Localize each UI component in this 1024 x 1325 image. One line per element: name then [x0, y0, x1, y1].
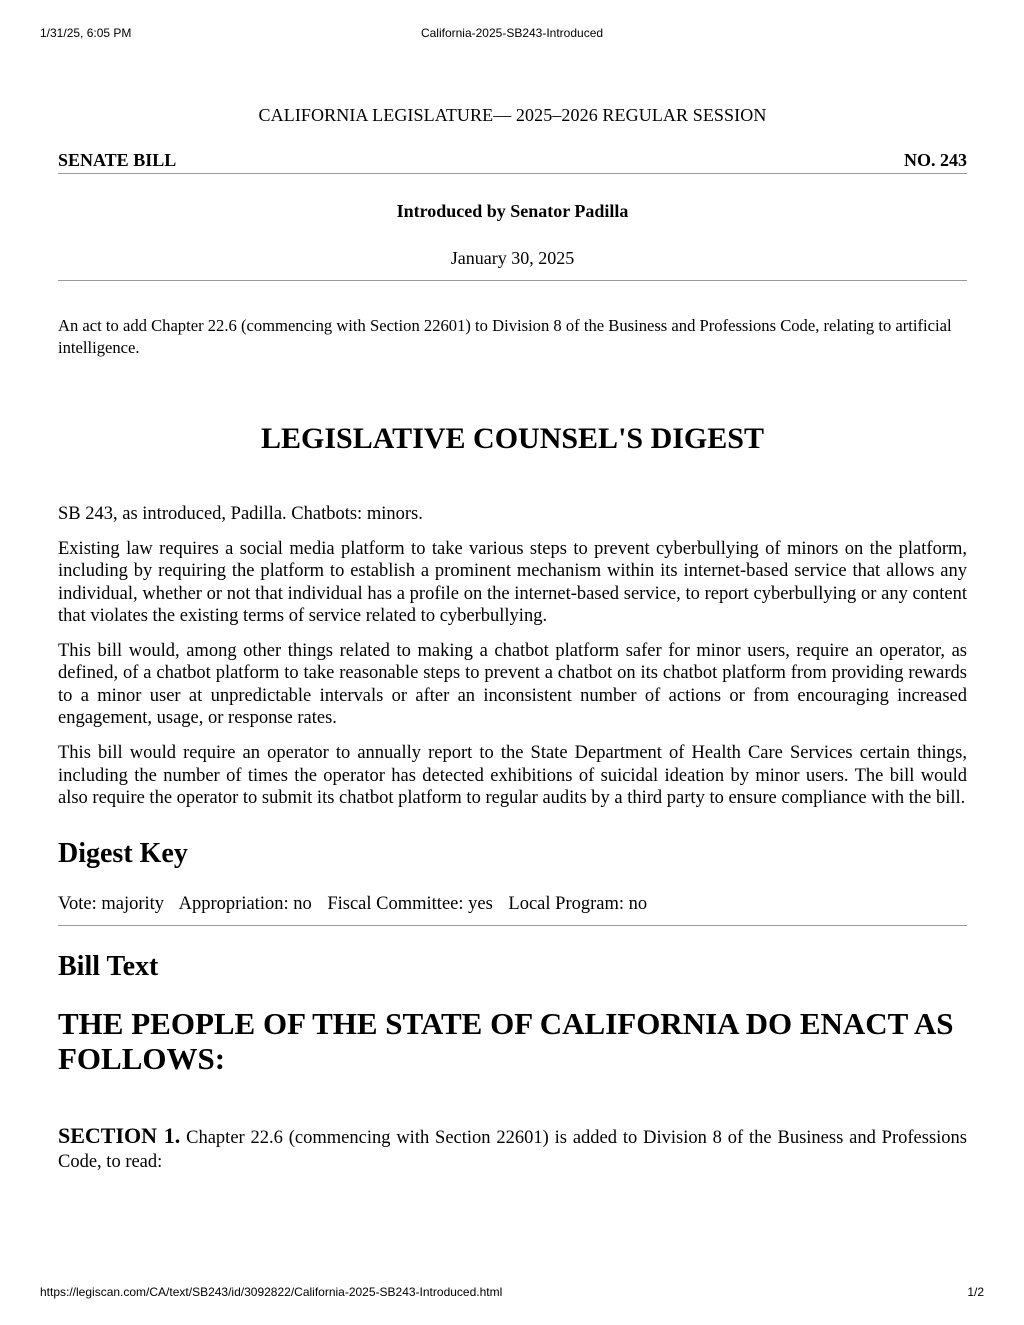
- introduced-date: January 30, 2025: [58, 247, 967, 281]
- print-header: [40, 26, 984, 42]
- source-url: https://legiscan.com/CA/text/SB243/id/3092822/California-2025-SB243-Introduced.html: [40, 1285, 503, 1299]
- section-1: [58, 1124, 967, 1174]
- digest-paragraph: This bill would, among other things related to making a chatbot platform safer for minor users, require an operator, as defined, of a chatbot platform to take reasonable steps to prevent a chatbot on its chatbot platform from providing rewards to a minor user at unpredictable intervals or after an inconsistent number of actions or from encouraging increased engagement, usage, or response rates.: [58, 641, 967, 729]
- bill-number: NO. 243: [904, 150, 967, 170]
- introduced-by: Introduced by Senator Padilla: [396, 201, 629, 221]
- page-number: 1/2: [967, 1285, 984, 1299]
- digest-key-vote: Vote: majority: [58, 894, 165, 915]
- section-label: SECTION 1.: [58, 1123, 181, 1149]
- enacting-clause: THE PEOPLE OF THE STATE OF CALIFORNIA DO ENACT AS FOLLOWS:: [58, 1006, 954, 1077]
- digest-summary: SB 243, as introduced, Padilla. Chatbots: minors.: [58, 504, 423, 524]
- print-document-title: California-2025-SB243-Introduced: [420, 26, 604, 40]
- digest-paragraph: This bill would require an operator to annually report to the State Department of Health Care Services certain things, including the number of times the operator has detected exhibitions of suicidal ideation by minor users. The bill would also require the operator to submit its chatbot platform to regular audits by a third party to ensure compliance with the bill.: [58, 743, 967, 808]
- digest-paragraph: Existing law requires a social media platform to take various steps to prevent cyberbullying of minors on the platform, including by requiring the platform to establish a prominent mechanism within its internet-based service that allows any individual, whether or not that individual has a profile on the internet-based service, to report cyberbullying or any content that violates the existing terms of service related to cyberbullying.: [58, 539, 967, 626]
- bill-type: SENATE BILL: [58, 150, 177, 170]
- act-description: An act to add Chapter 22.6 (commencing with Section 22601) to Division 8 of the Business and Professions Code, relating to artificial intelligence.: [58, 316, 952, 357]
- bill-identifier-row: [58, 149, 967, 174]
- session-heading: CALIFORNIA LEGISLATURE— 2025–2026 REGULAR SESSION: [258, 105, 767, 125]
- section-text: Chapter 22.6 (commencing with Section 22601) is added to Division 8 of the Business and Professions Code, to read:: [58, 1128, 967, 1173]
- digest-key-title: Digest Key: [58, 838, 188, 870]
- bill-text-title: Bill Text: [58, 951, 159, 983]
- digest-key-local-program: Local Program: no: [508, 894, 648, 915]
- digest-key-appropriation: Appropriation: no: [178, 894, 312, 915]
- bill-document: [58, 100, 967, 1174]
- digest-title: LEGISLATIVE COUNSEL'S DIGEST: [261, 422, 764, 455]
- digest-key-values: [58, 893, 967, 926]
- print-datetime: 1/31/25, 6:05 PM: [40, 26, 132, 40]
- print-footer: [40, 1285, 984, 1301]
- digest-key-fiscal-committee: Fiscal Committee: yes: [327, 894, 493, 915]
